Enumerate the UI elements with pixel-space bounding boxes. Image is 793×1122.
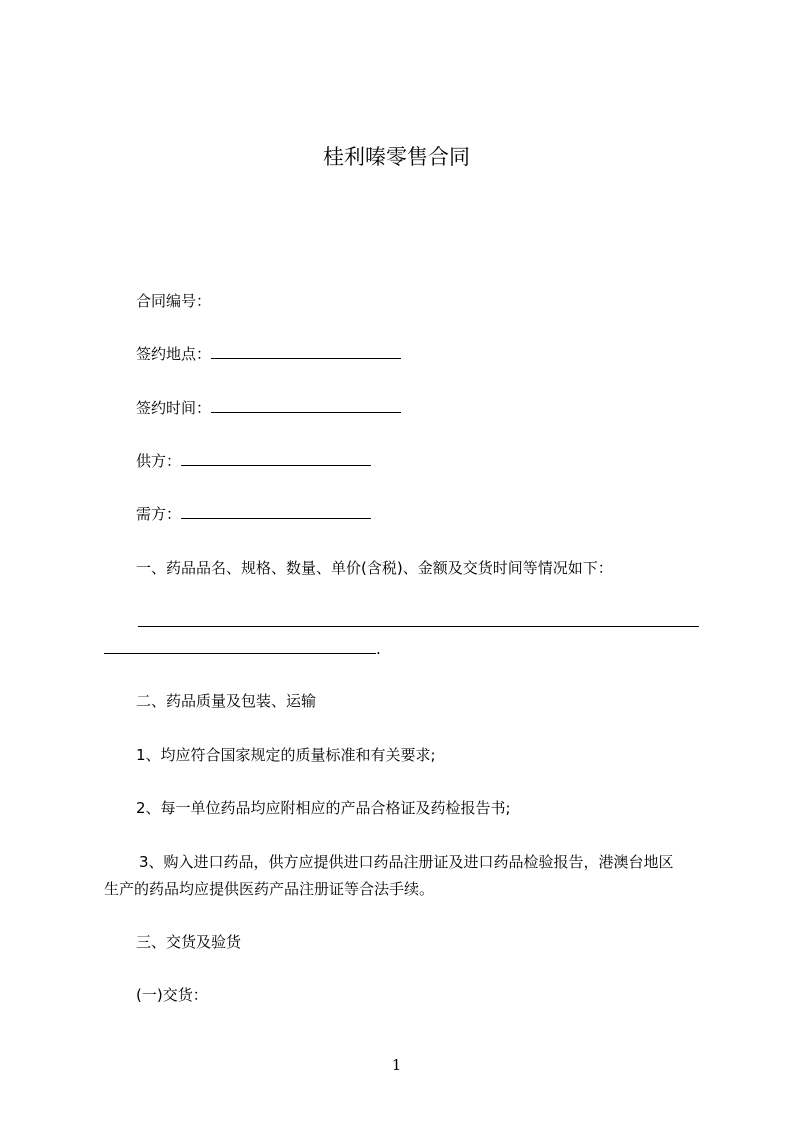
section-1-fill-line-1 [138,626,699,627]
buyer-field [136,503,371,525]
section-3-heading: 三、交货及验货 [136,933,242,951]
sign-time-blank [211,398,401,413]
sign-place-blank [211,344,401,359]
section-1-fill-line-2 [104,653,376,654]
sign-time-label: 签约时间： [136,399,212,417]
document-title: 桂利嗪零售合同 [323,145,470,169]
section-1-heading: 一、药品品名、规格、数量、单价(含税)、金额及交货时间等情况如下： [136,559,613,577]
sign-time-field [136,397,401,419]
supplier-label: 供方： [136,452,182,470]
page-number: 1 [391,1056,402,1074]
buyer-label: 需方： [136,505,182,523]
section-2-heading: 二、药品质量及包装、运输 [136,692,317,710]
section-2-item-3-line-2: 生产的药品均应提供医药产品注册证等合法手续。 [104,880,435,898]
contract-number-label: 合同编号： [136,292,212,310]
section-1-end-period: . [376,640,381,658]
section-2-item-1: 1、均应符合国家规定的质量标准和有关要求; [136,746,436,764]
buyer-blank [181,504,371,519]
sign-place-field [136,343,401,365]
supplier-field [136,450,371,472]
sign-place-label: 签约地点： [136,345,212,363]
section-2-item-3-line-1: 3、购入进口药品，供方应提供进口药品注册证及进口药品检验报告，港澳台地区 [139,853,674,871]
supplier-blank [181,451,371,466]
section-3-subheading-1: (一)交货： [136,986,208,1004]
section-2-item-2: 2、每一单位药品均应附相应的产品合格证及药检报告书; [136,799,511,817]
